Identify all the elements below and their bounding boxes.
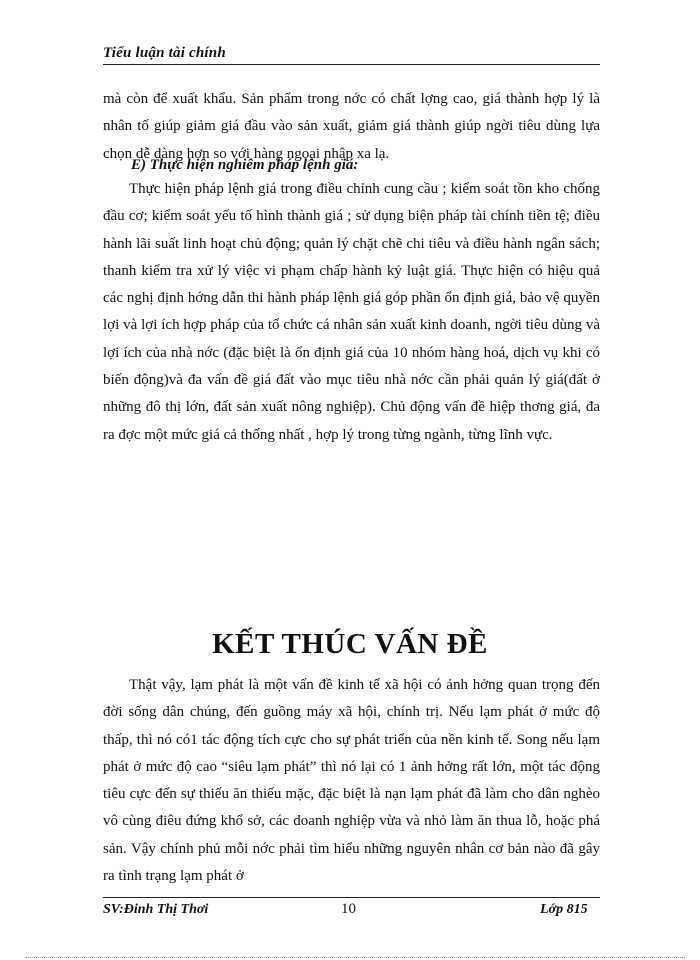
paragraph-intro: mà còn để xuất khẩu. Sản phẩm trong nớc có chất lợng cao, giá thành hợp lý là nhân tố giúp giảm giá đầu vào sản xuất, giảm giá thành giúp ngời tiêu dùng lựa chọn dễ dàng hơn so với hàng ngoại nhập xa lạ.: [103, 91, 600, 162]
section-title: KẾT THÚC VẤN ĐỀ: [212, 628, 488, 660]
footer-author: SV:Đinh Thị Thơi: [103, 902, 209, 917]
paragraph-conclusion: Thật vậy, lạm phát là một vấn đề kinh tế xã hội có ảnh hởng quan trọng đến đời sống dân chúng, đến guồng máy xã hội, chính trị. Nếu lạm phát ở mức độ thấp, thì nó có1 tác động tích cực cho sự phát triển của nền kinh tế. Song nếu lạm phát ở mức độ cao “siêu lạm phát” thì nó lại có 1 ảnh hởng rất lớn, một tác động tiêu cực đến sự thiếu ăn thiếu mặc, đặc biệt là nạn lạm phát đã làm cho dân nghèo vô cùng điêu đứng khổ sở, các doanh nghiệp vừa và nhỏ làm ăn thua lỗ, hoặc phá sản. Vậy chính phủ mỗi nớc phải tìm hiểu những nguyên nhân cơ bản nào đã gây ra tình trạng lạm phát ở: [103, 677, 600, 885]
page-number: 10: [341, 901, 356, 917]
paragraph-price-law: Thực hiện pháp lệnh giá trong điều chỉnh cung cầu ; kiểm soát tồn kho chống đầu cơ; kiểm soát yếu tố hình thành giá ; sử dụng biện pháp tài chính tiền tệ; điều hành lãi suất linh hoạt chủ động; quản lý chặt chẽ chi tiêu và điều hành ngân sách; thanh kiểm tra xử lý việc vi phạm chấp hành kỷ luật giá. Thực hiện có hiệu quả các nghị định hớng dẫn thi hành pháp lệnh giá góp phần ổn định giá, bảo vệ quyền lợi và lợi ích hợp pháp của tổ chức cá nhân sản xuất kinh doanh, ngời tiêu dùng và lợi ích của nhà nớc (đặc biệt là ổn định giá của 10 nhóm hàng hoá, dịch vụ khi có biến động)và đa vấn đề giá đất vào mục tiêu nhà nớc cần phải quản lý giá(đất ở những đô thị lớn, đất sản xuất nông nghiệp). Chủ động vấn đề hiệp thơng giá, đa ra đợc một mức giá cả thống nhất , hợp lý trong từng ngành, từng lĩnh vực.: [103, 181, 600, 443]
footer-class: Lớp 815: [540, 902, 588, 917]
subheading-price-law: E) Thực hiện nghiêm pháp lệnh giá:: [131, 157, 359, 173]
page-header: [103, 44, 600, 65]
header-title: Tiểu luận tài chính: [103, 45, 226, 61]
footer-divider: [103, 897, 600, 898]
page-bottom-edge: [25, 957, 685, 958]
